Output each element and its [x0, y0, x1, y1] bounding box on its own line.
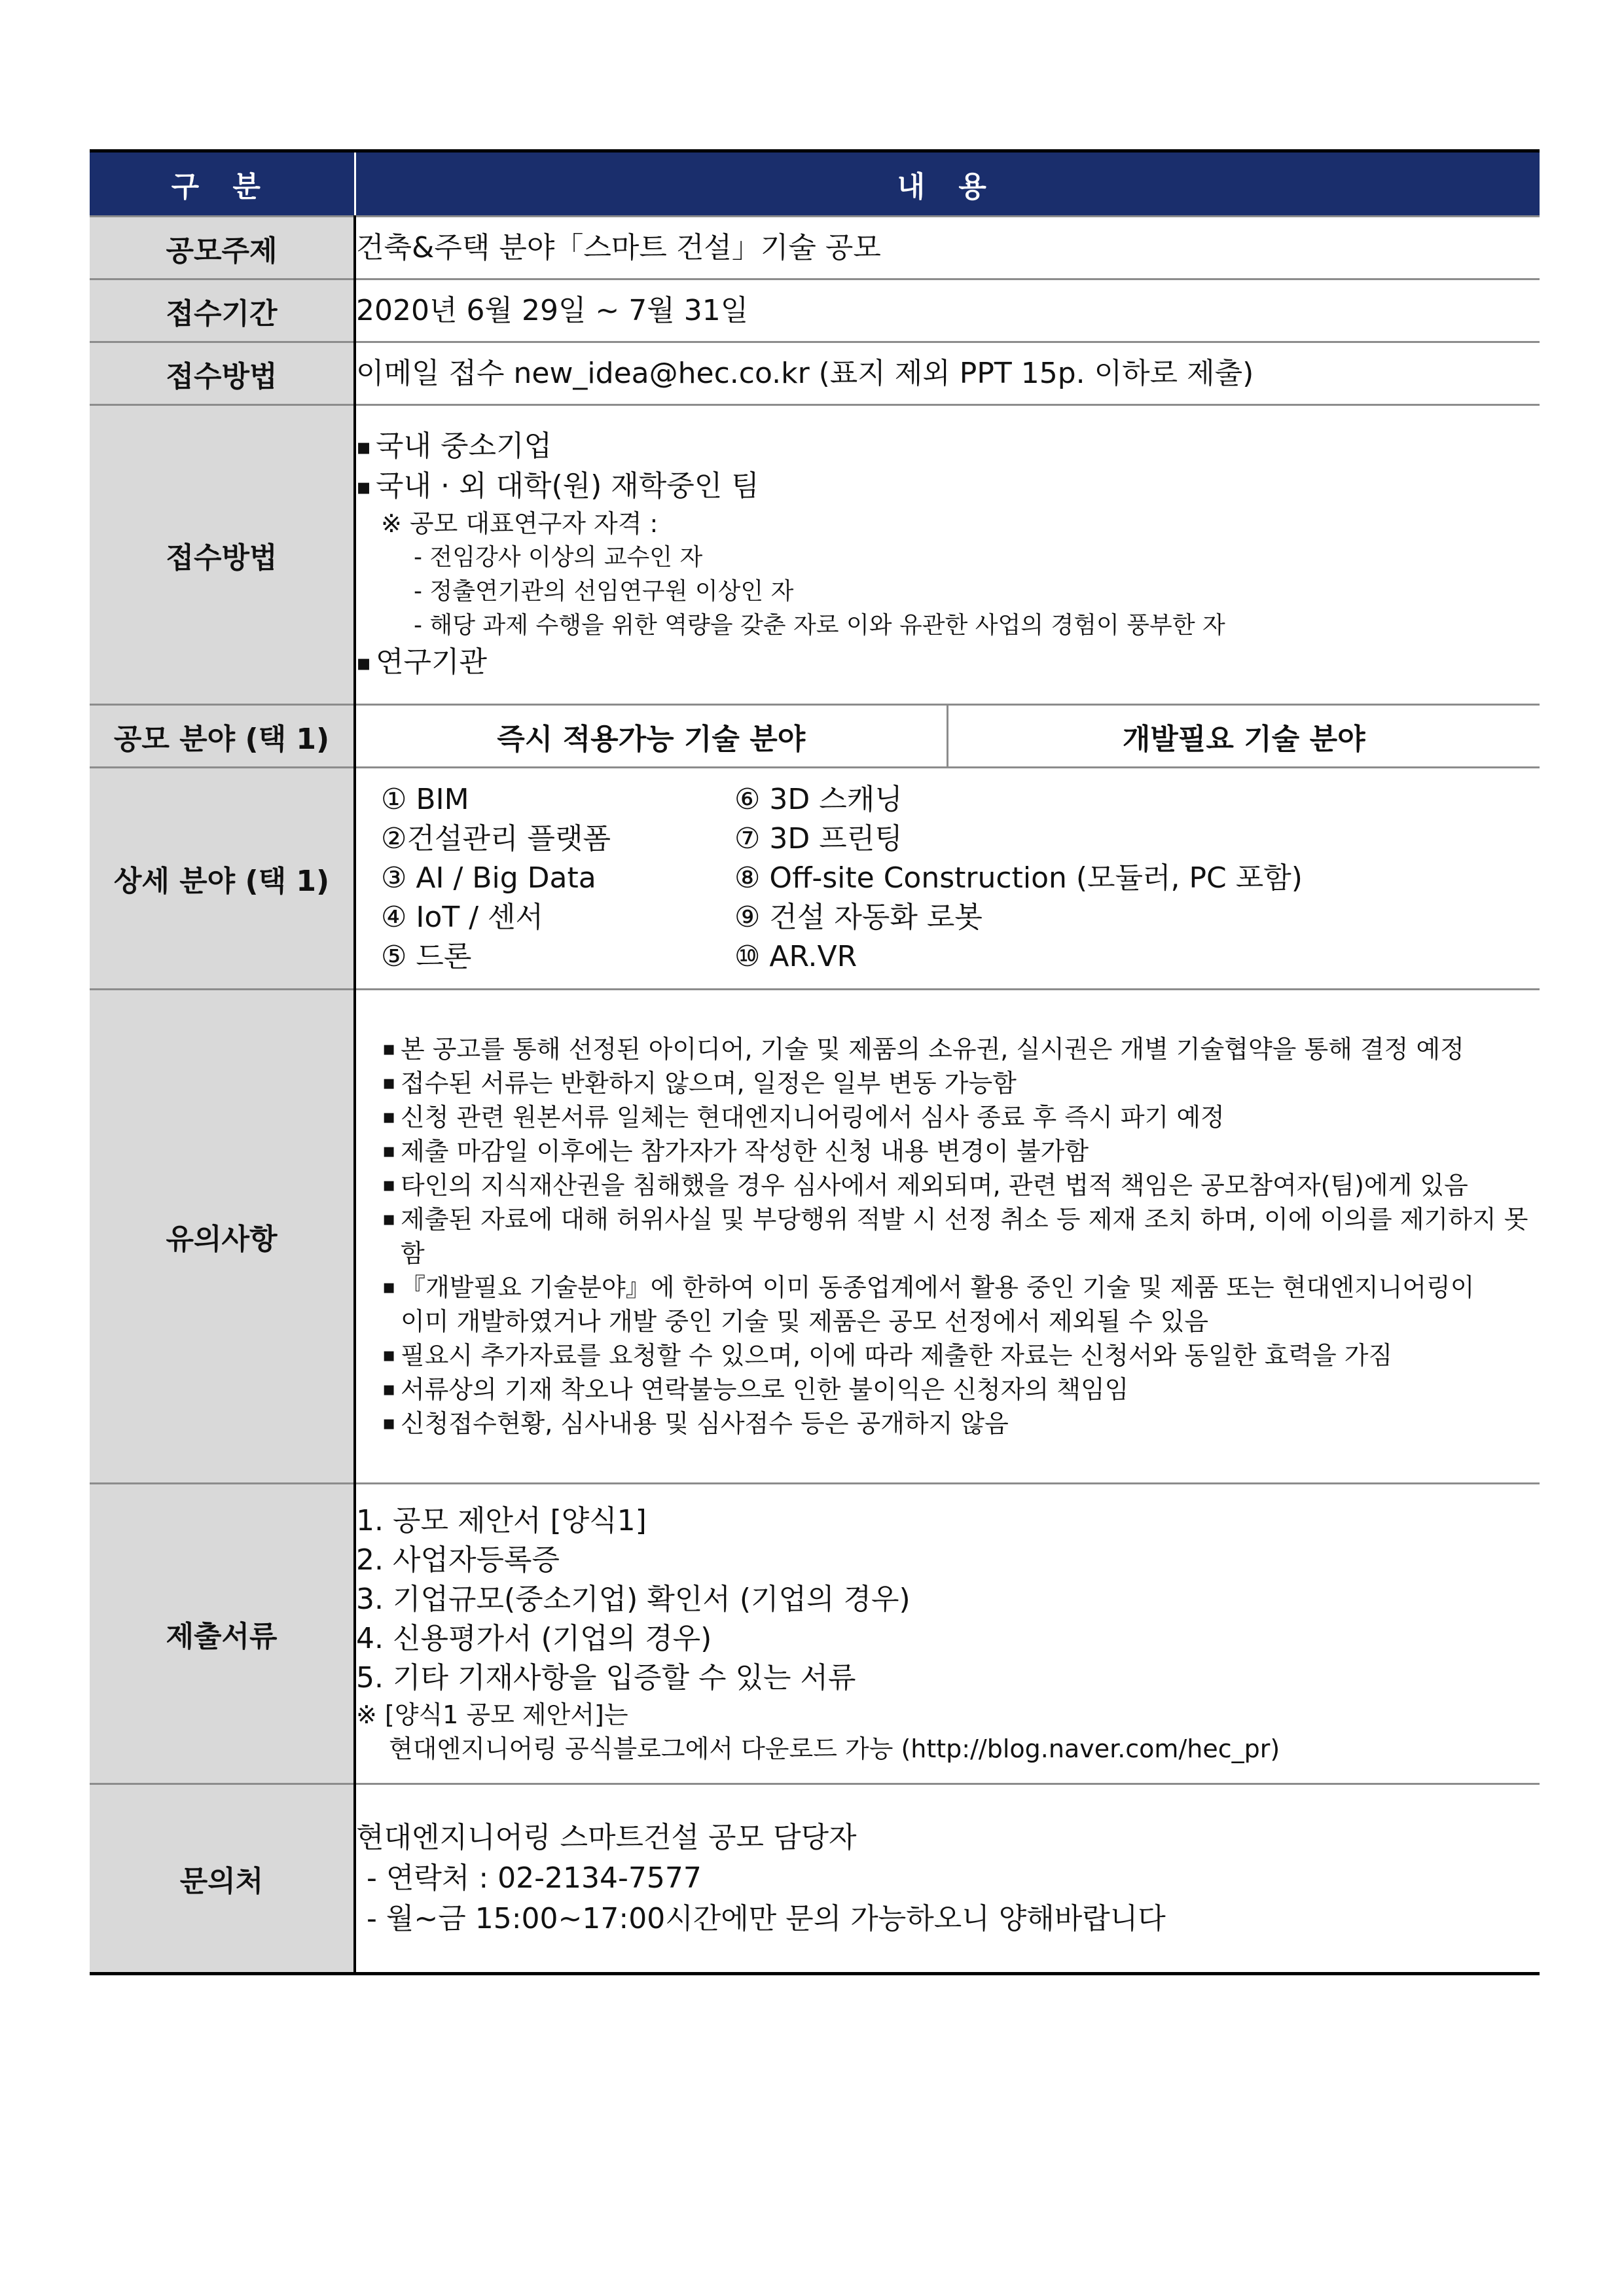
detail-item: ②건설관리 플랫폼 — [381, 822, 611, 855]
contact-title: 현대엔지니어링 스마트건설 공모 담당자 — [356, 1821, 857, 1854]
detail-item: ⑥ 3D 스캐닝 — [734, 783, 903, 816]
theme-value: 건축&주택 분야「스마트 건설」기술 공모 — [355, 217, 1540, 279]
detail-item: ⑨ 건설 자동화 로봇 — [734, 901, 983, 934]
period-value: 2020년 6월 29일 ~ 7월 31일 — [355, 279, 1540, 342]
note-item: ▪ 『개발필요 기술분야』에 한하여 이미 동종업계에서 활용 중인 기술 및 제품 또는 현대엔지니어링이 — [382, 1270, 1540, 1304]
row-label-notes: 유의사항 — [90, 990, 355, 1484]
header-category: 구 분 — [90, 151, 355, 217]
field-option-immediate: 즉시 적용가능 기술 분야 — [355, 705, 947, 768]
table-row-field — [90, 705, 1540, 768]
document-item: 3. 기업규모(중소기업) 확인서 (기업의 경우) — [356, 1583, 911, 1616]
contact-phone: - 연락처 : 02-2134-7577 — [367, 1861, 702, 1895]
detail-item: ③ AI / Big Data — [381, 861, 596, 895]
document-item: 1. 공모 제안서 [양식1] — [356, 1504, 647, 1537]
detail-item: ④ IoT / 센서 — [381, 901, 544, 934]
document-item: 2. 사업자등록증 — [356, 1543, 560, 1577]
row-label-theme: 공모주제 — [90, 217, 355, 279]
note-item: ▪ 신청 관련 원본서류 일체는 현대엔지니어링에서 심사 종료 후 즉시 파기 예정 — [382, 1100, 1540, 1134]
method-value: 이메일 접수 new_idea@hec.co.kr (표지 제외 PPT 15p. 이하로 제출) — [355, 342, 1540, 405]
detail-item: ⑦ 3D 프린팅 — [734, 822, 903, 855]
row-label-method: 접수방법 — [90, 342, 355, 405]
eligibility-note-item: - 전임강사 이상의 교수인 자 — [414, 544, 703, 571]
contest-info-table — [90, 149, 1540, 1975]
row-label-field: 공모 분야 (택 1) — [90, 705, 355, 768]
note-item: ▪ 본 공고를 통해 선정된 아이디어, 기술 및 제품의 소유권, 실시권은 개별 기술협약을 통해 결정 예정 — [382, 1032, 1540, 1066]
note-item: ▪ 필요시 추가자료를 요청할 수 있으며, 이에 따라 제출한 자료는 신청서와 동일한 효력을 가짐 — [382, 1338, 1540, 1372]
note-item: ▪ 제출된 자료에 대해 허위사실 및 부당행위 적발 시 선정 취소 등 제재 조치 하며, 이에 이의를 제기하지 못함 — [382, 1202, 1540, 1270]
detail-item: ① BIM — [381, 783, 469, 816]
notice-sheet — [90, 149, 1540, 1975]
eligibility-note-item: - 정출연기관의 선임연구원 이상인 자 — [414, 578, 794, 605]
document-item: 4. 신용평가서 (기업의 경우) — [356, 1622, 712, 1655]
detail-item: ⑧ Off-site Construction (모듈러, PC 포함) — [734, 861, 1303, 895]
table-row-period — [90, 279, 1540, 342]
documents-content — [355, 1484, 1540, 1784]
detail-item: ⑤ 드론 — [381, 940, 472, 973]
notes-content — [355, 990, 1540, 1484]
table-row-detail — [90, 768, 1540, 990]
note-item: ▪ 제출 마감일 이후에는 참가자가 작성한 신청 내용 변경이 불가함 — [382, 1134, 1540, 1168]
row-label-contact: 문의처 — [90, 1784, 355, 1974]
eligibility-item: ▪ 연구기관 — [356, 643, 1540, 683]
note-continuation: 이미 개발하였거나 개발 중인 기술 및 제품은 공모 선정에서 제외될 수 있음 — [401, 1307, 1209, 1336]
table-row-eligibility — [90, 405, 1540, 705]
documents-note-download: 현대엔지니어링 공식블로그에서 다운로드 가능 (http://blog.naver.com/hec_pr) — [389, 1734, 1280, 1763]
row-label-documents: 제출서류 — [90, 1484, 355, 1784]
eligibility-note-item: - 해당 과제 수행을 위한 역량을 갖춘 자로 이와 유관한 사업의 경험이 풍부한 자 — [414, 612, 1225, 639]
detail-item: ⑩ AR.VR — [734, 940, 857, 973]
documents-note-title: ※ [양식1 공모 제안서]는 — [356, 1700, 628, 1729]
table-row-method — [90, 342, 1540, 405]
document-item: 5. 기타 기재사항을 입증할 수 있는 서류 — [356, 1661, 856, 1695]
note-item: ▪ 서류상의 기재 착오나 연락불능으로 인한 불이익은 신청자의 책임임 — [382, 1372, 1540, 1407]
detail-content — [355, 768, 1540, 990]
eligibility-item: ▪ 국내 중소기업 — [356, 427, 1540, 467]
table-header-row — [90, 151, 1540, 217]
row-label-detail: 상세 분야 (택 1) — [90, 768, 355, 990]
note-item: ▪ 신청접수현황, 심사내용 및 심사점수 등은 공개하지 않음 — [382, 1407, 1540, 1441]
field-option-development: 개발필요 기술 분야 — [947, 705, 1540, 768]
eligibility-item: ▪ 국내 · 외 대학(원) 재학중인 팀 — [356, 467, 1540, 507]
table-row-notes — [90, 990, 1540, 1484]
header-content: 내 용 — [355, 151, 1540, 217]
contact-hours: - 월~금 15:00~17:00시간에만 문의 가능하오니 양해바랍니다 — [367, 1902, 1166, 1935]
table-row-documents — [90, 1484, 1540, 1784]
table-row-theme — [90, 217, 1540, 279]
table-row-contact — [90, 1784, 1540, 1974]
eligibility-note-title: ※ 공모 대표연구자 자격 : — [381, 509, 659, 538]
eligibility-content — [355, 405, 1540, 705]
contact-content — [355, 1784, 1540, 1974]
row-label-period: 접수기간 — [90, 279, 355, 342]
note-item: ▪ 타인의 지식재산권을 침해했을 경우 심사에서 제외되며, 관련 법적 책임은 공모참여자(팀)에게 있음 — [382, 1168, 1540, 1202]
note-item: ▪ 접수된 서류는 반환하지 않으며, 일정은 일부 변동 가능함 — [382, 1066, 1540, 1100]
row-label-eligibility: 접수방법 — [90, 405, 355, 705]
